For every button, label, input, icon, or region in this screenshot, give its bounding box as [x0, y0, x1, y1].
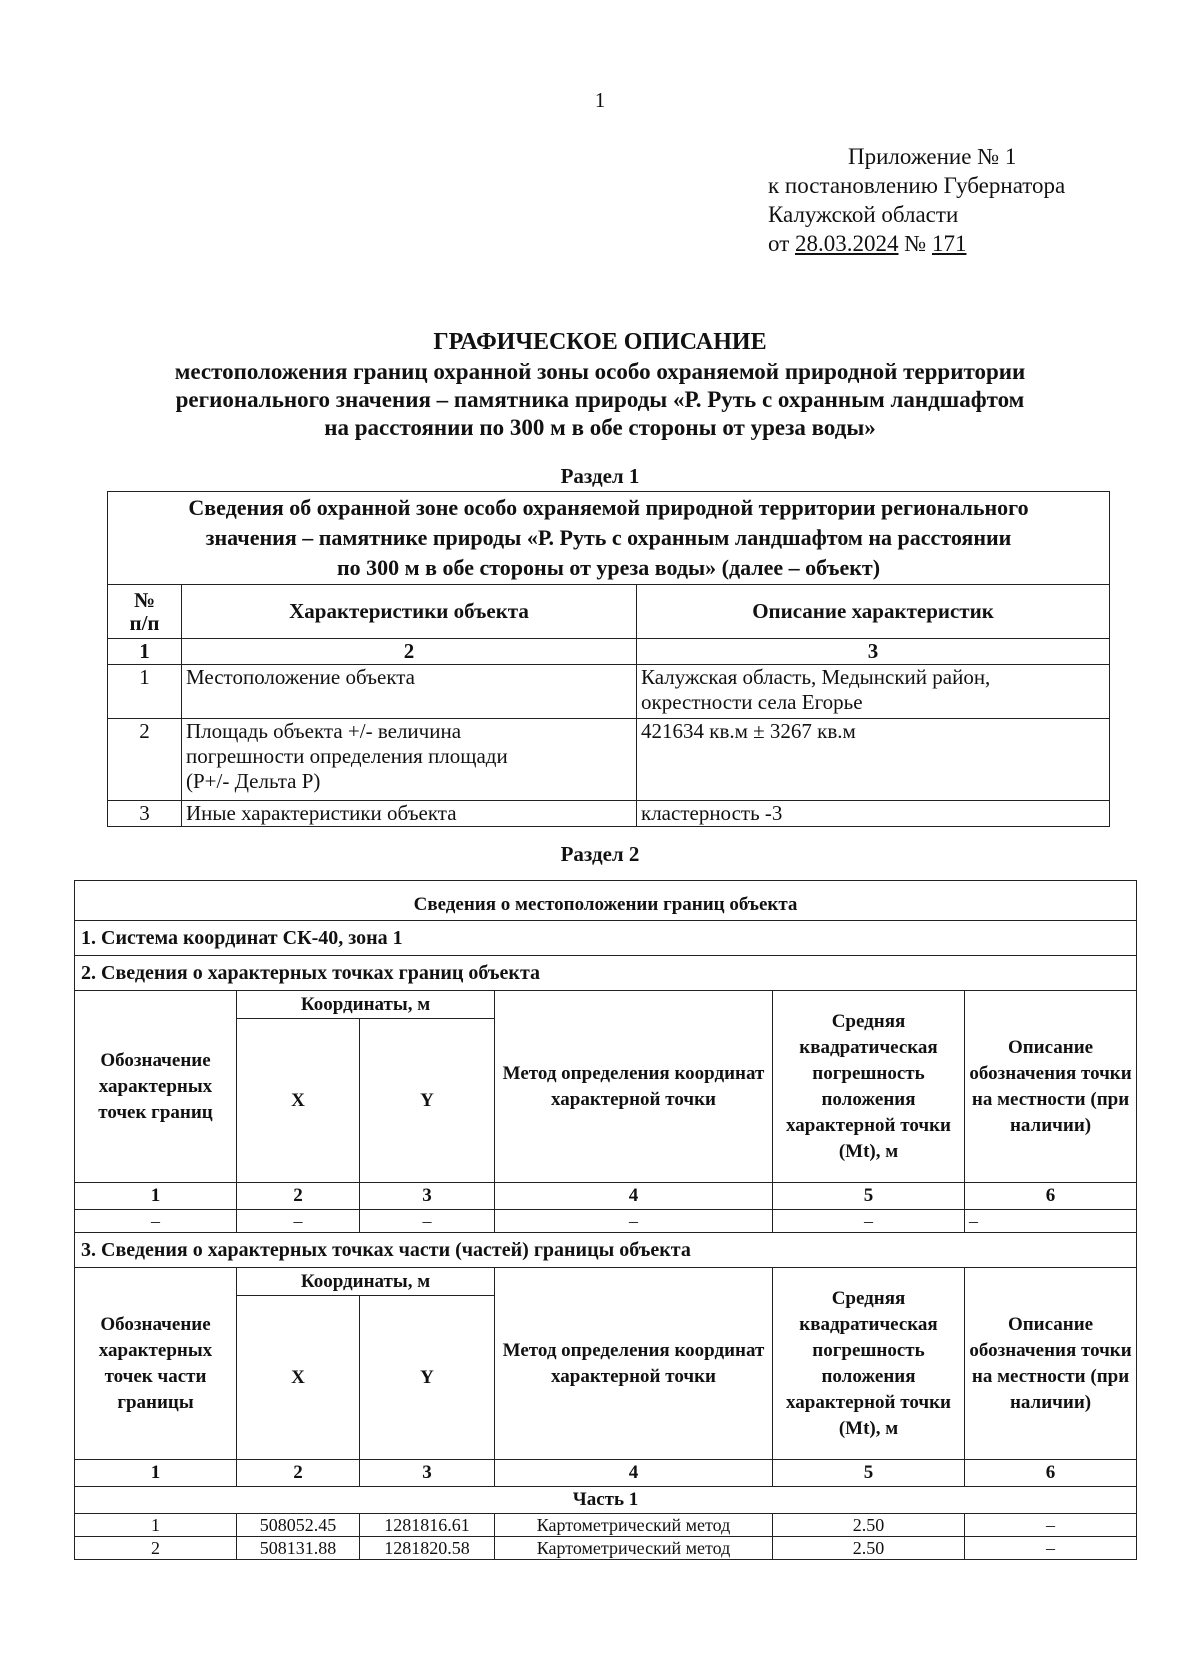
table-row — [75, 1514, 1137, 1537]
section1-header-line3: по 300 м в обе стороны от уреза воды» (далее – объект) — [337, 555, 881, 580]
col-num-line2: п/п — [129, 610, 160, 635]
col-y: Y — [360, 1019, 495, 1183]
section2-table — [74, 880, 1137, 1560]
col-char-header: Характеристики объекта — [182, 585, 637, 639]
row-char-line2: погрешности определения площади — [186, 744, 508, 768]
table-row — [108, 719, 1110, 801]
row-char — [182, 719, 637, 801]
empty-cell: – — [773, 1210, 965, 1233]
num-prefix: № — [904, 231, 927, 256]
row-char-line3: (P+/- Дельта P) — [186, 769, 321, 793]
row-char: Иные характеристики объекта — [182, 801, 637, 827]
date-prefix: от — [768, 231, 790, 256]
title-line3: на расстоянии по 300 м в обе стороны от уреза воды» — [324, 415, 876, 440]
section1-table — [107, 491, 1110, 827]
table-row — [108, 665, 1110, 719]
empty-cell: – — [75, 1210, 237, 1233]
idx-cell: 2 — [237, 1460, 360, 1487]
section1-label: Раздел 1 — [560, 464, 640, 488]
col-descr: Описание обозначения точки на местности (при наличии) — [965, 991, 1137, 1183]
row-char-line1: Площадь объекта +/- величина — [186, 719, 462, 743]
idx-cell: 6 — [965, 1460, 1137, 1487]
idx-cell: 1 — [75, 1460, 237, 1487]
section2-header: Сведения о местоположении границ объекта — [75, 881, 1137, 921]
part-label: Часть 1 — [75, 1487, 1137, 1514]
point-error: 2.50 — [773, 1537, 965, 1560]
row-desc: 421634 кв.м ± 3267 кв.м — [637, 719, 1110, 801]
idx-cell: 3 — [360, 1460, 495, 1487]
point-descr: – — [965, 1514, 1137, 1537]
point-method: Картометрический метод — [495, 1514, 773, 1537]
page-number: 1 — [594, 88, 606, 112]
point-number: 1 — [75, 1514, 237, 1537]
empty-cell: – — [495, 1210, 773, 1233]
col-y: Y — [360, 1296, 495, 1460]
empty-cell: – — [360, 1210, 495, 1233]
row-desc: кластерность -3 — [637, 801, 1110, 827]
appendix-line3: Калужской области — [768, 202, 959, 227]
appendix-line2: к постановлению Губернатора — [768, 173, 1066, 198]
title-line1: местоположения границ охранной зоны особо охраняемой природной территории — [174, 359, 1026, 384]
point-y: 1281816.61 — [360, 1514, 495, 1537]
idx-cell: 3 — [637, 639, 1110, 665]
row-desc — [637, 665, 1110, 719]
idx-cell: 4 — [495, 1183, 773, 1210]
table-row — [75, 1537, 1137, 1560]
col-x: X — [237, 1296, 360, 1460]
point-y: 1281820.58 — [360, 1537, 495, 1560]
point-descr: – — [965, 1537, 1137, 1560]
col-designation: Обозначение характерных точек границ — [75, 991, 237, 1183]
table-row — [108, 801, 1110, 827]
row-char: Местоположение объекта — [182, 665, 637, 719]
point-number: 2 — [75, 1537, 237, 1560]
appendix-block — [768, 142, 1065, 258]
empty-cell: – — [965, 1210, 1137, 1233]
row-num: 3 — [108, 801, 182, 827]
empty-cell: – — [237, 1210, 360, 1233]
idx-cell: 1 — [75, 1183, 237, 1210]
section1-header — [108, 492, 1110, 585]
boundary-points-row: 2. Сведения о характерных точках границ объекта — [75, 956, 1137, 991]
point-x: 508052.45 — [237, 1514, 360, 1537]
col-error: Средняя квадратическая погрешность положения характерной точки (Mt), м — [773, 991, 965, 1183]
decree-number: 171 — [931, 231, 967, 256]
section1-header-line2: значения – памятнике природы «Р. Руть с охранным ландшафтом на расстоянии — [205, 525, 1012, 550]
point-error: 2.50 — [773, 1514, 965, 1537]
col-method: Метод определения координат характерной точки — [495, 1268, 773, 1460]
idx-cell: 2 — [182, 639, 637, 665]
col-descr: Описание обозначения точки на местности (при наличии) — [965, 1268, 1137, 1460]
col-x: X — [237, 1019, 360, 1183]
section2-label: Раздел 2 — [560, 842, 640, 866]
idx-cell: 1 — [108, 639, 182, 665]
coord-system-row: 1. Система координат СК-40, зона 1 — [75, 921, 1137, 956]
decree-date: 28.03.2024 — [795, 231, 899, 256]
idx-cell: 3 — [360, 1183, 495, 1210]
section1-header-line1: Сведения об охранной зоне особо охраняемой природной территории регионального — [188, 495, 1029, 520]
col-designation: Обозначение характерных точек части границы — [75, 1268, 237, 1460]
title-line2: регионального значения – памятника природы «Р. Руть с охранным ландшафтом — [175, 387, 1025, 412]
col-num-header — [108, 585, 182, 639]
empty-row — [75, 1210, 1137, 1233]
row-num: 1 — [108, 665, 182, 719]
col-method: Метод определения координат характерной точки — [495, 991, 773, 1183]
col-coords: Координаты, м — [237, 1268, 495, 1296]
idx-cell: 4 — [495, 1460, 773, 1487]
row-desc-line1: Калужская область, Медынский район, — [641, 665, 991, 689]
col-desc-header: Описание характеристик — [637, 585, 1110, 639]
appendix-line1: Приложение № 1 — [848, 144, 1017, 169]
part-points-row: 3. Сведения о характерных точках части (частей) границы объекта — [75, 1233, 1137, 1268]
point-x: 508131.88 — [237, 1537, 360, 1560]
col-error: Средняя квадратическая погрешность положения характерной точки (Mt), м — [773, 1268, 965, 1460]
col-num-line1: № — [133, 587, 156, 612]
idx-cell: 5 — [773, 1183, 965, 1210]
point-method: Картометрический метод — [495, 1537, 773, 1560]
idx-cell: 2 — [237, 1183, 360, 1210]
appendix-date-line — [768, 229, 1065, 258]
document-title — [0, 326, 1200, 442]
row-desc-line2: окрестности села Егорье — [641, 690, 863, 714]
idx-cell: 5 — [773, 1460, 965, 1487]
col-coords: Координаты, м — [237, 991, 495, 1019]
row-num: 2 — [108, 719, 182, 801]
idx-cell: 6 — [965, 1183, 1137, 1210]
title-main: ГРАФИЧЕСКОЕ ОПИСАНИЕ — [433, 329, 767, 355]
